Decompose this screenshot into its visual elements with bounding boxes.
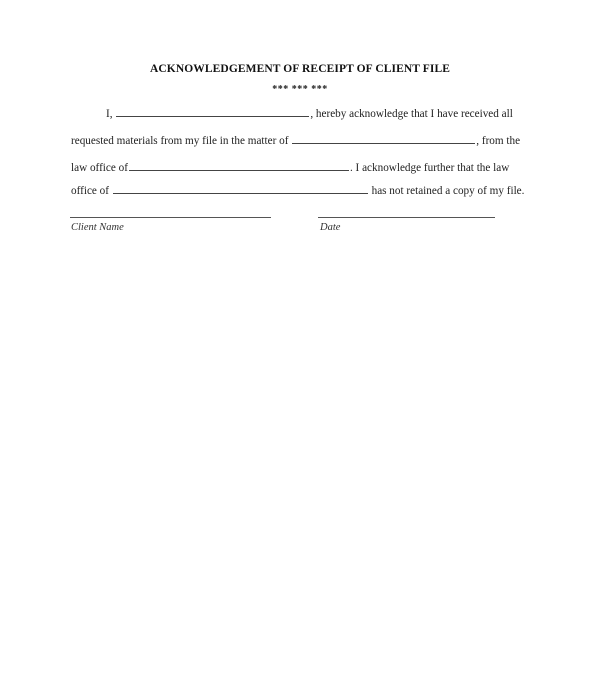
- line2-suffix: , from the: [476, 135, 521, 147]
- paragraph-line-4: [71, 183, 524, 198]
- line2-prefix: requested materials from my file in the matter of: [71, 135, 289, 147]
- line4-prefix: office of: [71, 185, 109, 197]
- line3-suffix: . I acknowledge further that the law: [349, 162, 510, 174]
- paragraph-line-3: [71, 160, 509, 175]
- date-label: Date: [320, 222, 341, 233]
- line1-prefix: I,: [106, 108, 113, 120]
- line3-prefix: law office of: [71, 162, 128, 174]
- client-name-field[interactable]: [116, 106, 309, 117]
- law-office-field[interactable]: [129, 160, 349, 171]
- paragraph-line-1: [106, 106, 513, 121]
- client-name-signature-line[interactable]: [70, 217, 271, 218]
- separator: *** *** ***: [272, 84, 328, 95]
- client-name-label: Client Name: [71, 222, 124, 233]
- matter-field[interactable]: [292, 133, 475, 144]
- document-title: ACKNOWLEDGEMENT OF RECEIPT OF CLIENT FILE: [149, 63, 451, 75]
- line1-suffix: , hereby acknowledge that I have received all: [310, 108, 513, 120]
- office-field[interactable]: [113, 183, 368, 194]
- line4-suffix: has not retained a copy of my file.: [371, 185, 525, 197]
- paragraph-line-2: [71, 133, 520, 148]
- date-signature-line[interactable]: [318, 217, 495, 218]
